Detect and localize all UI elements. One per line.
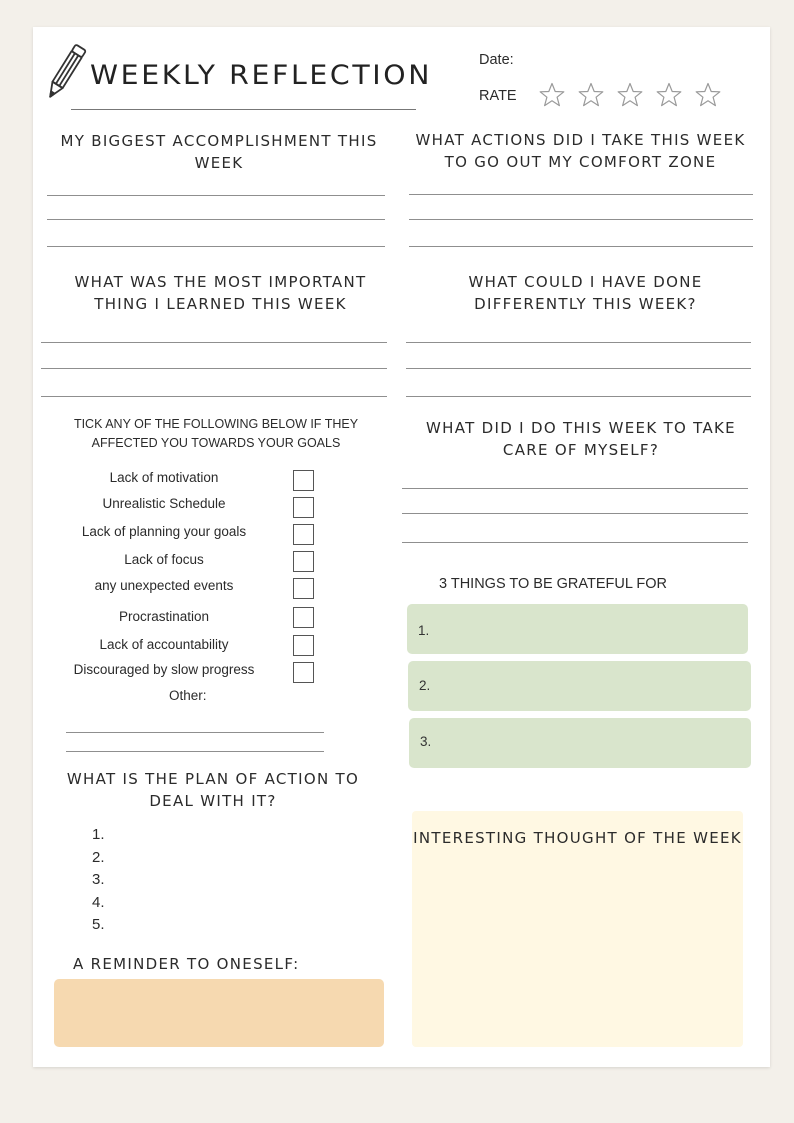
writing-line[interactable] [41,396,387,397]
grateful-box-1[interactable] [407,604,748,654]
checkbox-icon[interactable] [293,524,314,545]
writing-line[interactable] [406,342,751,343]
grateful-number: 2. [419,678,431,693]
learned-heading: WHAT WAS THE MOST IMPORTANT THING I LEARNED THIS WEEK [74,273,367,313]
writing-line[interactable] [409,194,753,195]
plan-heading: WHAT IS THE PLAN OF ACTION TO DEAL WITH IT? [66,770,360,810]
worksheet-page [33,27,770,1067]
plan-number: 4. [92,893,105,911]
writing-line[interactable] [402,513,748,514]
checklist-item-label: Lack of focus [124,552,204,567]
star-outline-icon[interactable] [656,82,682,108]
grateful-heading: 3 THINGS TO BE GRATEFUL FOR [439,576,668,592]
writing-line[interactable] [47,195,385,196]
checkbox-icon[interactable] [293,578,314,599]
star-outline-icon[interactable] [539,82,565,108]
checkbox-icon[interactable] [293,662,314,683]
writing-line[interactable] [406,368,751,369]
accomplishment-heading: MY BIGGEST ACCOMPLISHMENT THIS WEEK [60,132,378,172]
date-label: Date: [479,52,514,68]
thought-heading: INTERESTING THOUGHT OF THE WEEK [413,829,742,847]
writing-line[interactable] [66,732,324,733]
title-underline [71,109,416,110]
rate-label: RATE [479,88,517,104]
plan-list [92,824,105,937]
differently-heading: WHAT COULD I HAVE DONE DIFFERENTLY THIS WEEK? [468,273,703,313]
checklist-item-label: Procrastination [118,609,210,624]
checklist-item-label: Lack of planning your goals [81,524,247,539]
writing-line[interactable] [406,396,751,397]
star-outline-icon[interactable] [695,82,721,108]
checkbox-icon[interactable] [293,607,314,628]
reminder-heading: A REMINDER TO ONESELF: [73,955,300,973]
checklist-item-label: any unexpected events [94,578,234,593]
checklist-item-label: Lack of accountability [99,637,229,652]
checklist-instruction: TICK ANY OF THE FOLLOWING BELOW IF THEY AFFECTED YOU TOWARDS YOUR GOALS [73,417,359,450]
self-care-heading: WHAT DID I DO THIS WEEK TO TAKE CARE OF MYSELF? [426,419,736,459]
plan-number: 3. [92,871,105,888]
writing-line[interactable] [41,342,387,343]
checklist-item-label: Discouraged by slow progress [73,662,255,677]
plan-number: 5. [92,916,105,933]
checkbox-icon[interactable] [293,551,314,572]
checklist-item-label: Unrealistic Schedule [102,496,226,511]
page-title: WEEKLY REFLECTION [90,60,433,91]
writing-line[interactable] [47,219,385,220]
grateful-number: 1. [418,623,430,638]
writing-line[interactable] [47,246,385,247]
grateful-box-2[interactable] [408,661,751,711]
comfort-zone-heading: WHAT ACTIONS DID I TAKE THIS WEEK TO GO OUT MY COMFORT ZONE [415,131,746,171]
writing-line[interactable] [409,246,753,247]
plan-number: 2. [92,848,105,866]
reminder-box[interactable] [54,979,384,1047]
checklist-item-label: Lack of motivation [109,470,219,485]
writing-line[interactable] [66,751,324,752]
rating-stars[interactable] [539,82,721,108]
star-outline-icon[interactable] [578,82,604,108]
grateful-number: 3. [420,734,432,749]
grateful-box-3[interactable] [409,718,751,768]
checkbox-icon[interactable] [293,635,314,656]
writing-line[interactable] [402,488,748,489]
checkbox-icon[interactable] [293,470,314,491]
other-label: Other: [169,688,207,703]
writing-line[interactable] [409,219,753,220]
star-outline-icon[interactable] [617,82,643,108]
checkbox-icon[interactable] [293,497,314,518]
thought-box[interactable] [412,811,743,1047]
writing-line[interactable] [402,542,748,543]
plan-number: 1. [92,826,105,843]
writing-line[interactable] [41,368,387,369]
pencil-icon [41,41,89,105]
